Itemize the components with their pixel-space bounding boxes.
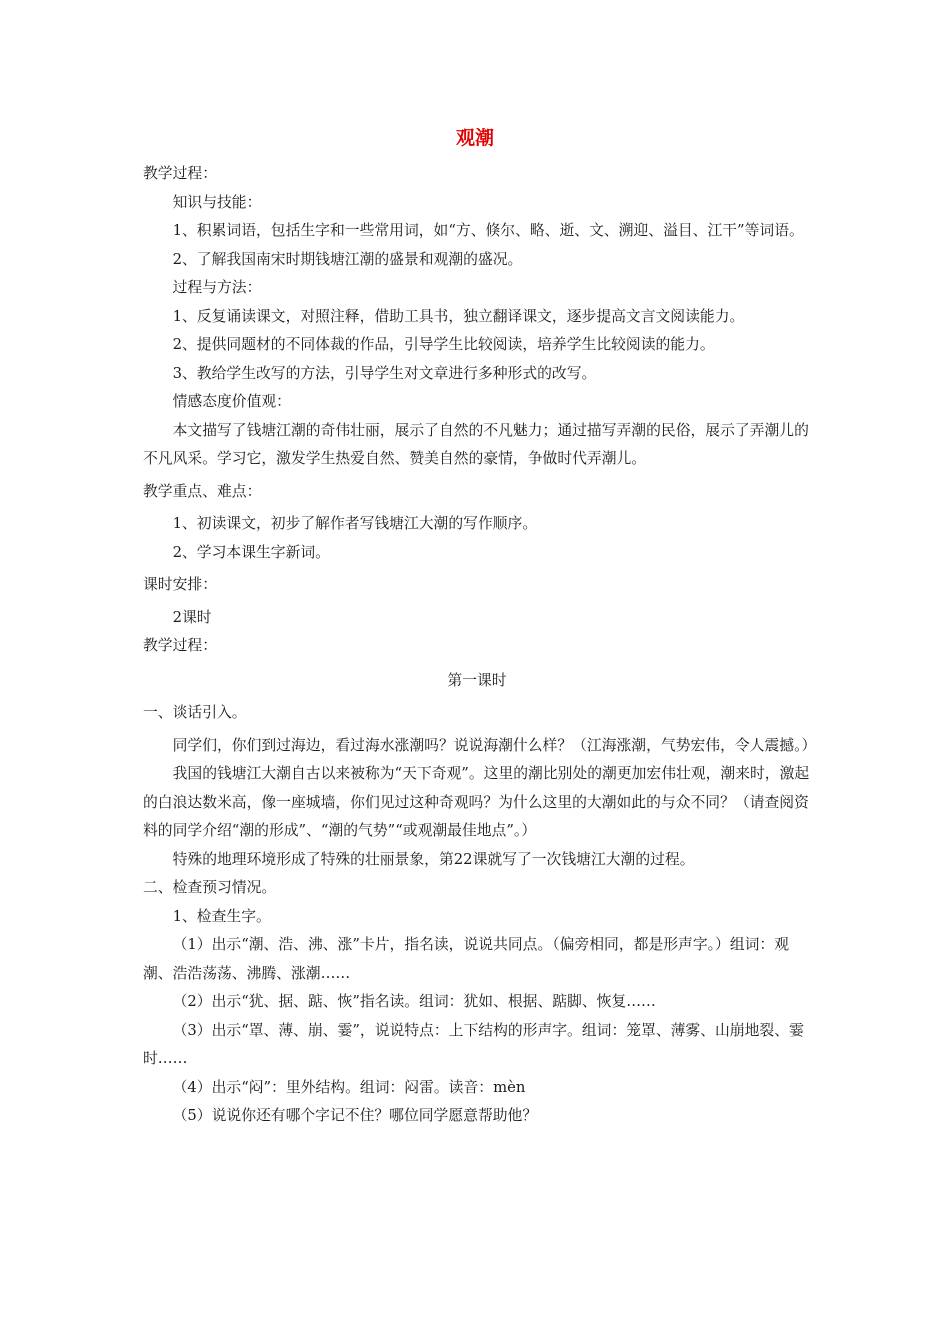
paragraph: 同学们，你们到过海边，看过海水涨潮吗？说说海潮什么样？（江海涨潮，气势宏伟，令人震撼。） bbox=[172, 736, 817, 754]
paragraph: 2、了解我国南宋时期钱塘江潮的盛景和观潮的盛况。 bbox=[172, 250, 523, 268]
paragraph: （4）出示“闷”：里外结构。组词：闷雷。读音：mèn bbox=[172, 1078, 526, 1096]
paragraph: 课时安排： bbox=[143, 576, 217, 593]
paragraph: 第一课时 bbox=[447, 671, 507, 689]
paragraph: 情感态度价值观： bbox=[172, 393, 291, 410]
paragraph: 一、谈话引入。 bbox=[143, 704, 247, 721]
paragraph: 本文描写了钱塘江潮的奇伟壮丽，展示了自然的不凡魅力；通过描写弄潮的民俗，展示了弄潮儿的不凡风采。学习它，激发学生热爱自然、赞美自然的豪情，争做时代弄潮儿。 bbox=[143, 421, 809, 467]
paragraph: 1、反复诵读课文，对照注释，借助工具书，独立翻译课文，逐步提高文言文阅读能力。 bbox=[172, 307, 745, 325]
paragraph: 知识与技能： bbox=[172, 193, 262, 211]
paragraph: （3）出示“罩、薄、崩、霎”，说说特点：上下结构的形声字。组词：笼罩、薄雾、山崩地裂、霎时…… bbox=[143, 1021, 804, 1067]
paragraph: 二、检查预习情况。 bbox=[143, 879, 277, 896]
paragraph: 特殊的地理环境形成了特殊的壮丽景象，第22课就写了一次钱塘江大潮的过程。 bbox=[172, 850, 695, 868]
paragraph: 2课时 bbox=[172, 608, 212, 626]
paragraph: 教学过程： bbox=[143, 637, 217, 654]
paragraph: （1）出示“潮、浩、沸、涨”卡片，指名读，说说共同点。（偏旁相同，都是形声字。）组词：观潮、浩浩荡荡、沸腾、涨潮…… bbox=[143, 936, 790, 982]
document-body bbox=[143, 160, 817, 1131]
paragraph: 3、教给学生改写的方法，引导学生对文章进行多种形式的改写。 bbox=[172, 364, 597, 382]
paragraph: 教学重点、难点： bbox=[143, 482, 262, 500]
paragraph: 教学过程： bbox=[143, 165, 217, 182]
paragraph: （5）说说你还有哪个字记不住？哪位同学愿意帮助他？ bbox=[172, 1107, 538, 1124]
paragraph: 1、初读课文，初步了解作者写钱塘江大潮的写作顺序。 bbox=[172, 515, 538, 532]
paragraph: （2）出示“犹、据、踮、恢”指名读。组词：犹如、根据、踮脚、恢复…… bbox=[172, 993, 656, 1010]
document-title: 观潮 bbox=[455, 127, 494, 149]
paragraph: 2、提供同题材的不同体裁的作品，引导学生比较阅读，培养学生比较阅读的能力。 bbox=[172, 336, 715, 353]
paragraph: 过程与方法： bbox=[172, 279, 262, 296]
paragraph: 我国的钱塘江大潮自古以来被称为“天下奇观”。这里的潮比别处的潮更加宏伟壮观，潮来时，激起的白浪达数米高，像一座城墙，你们见过这种奇观吗？为什么这里的大潮如此的与众不同？（请查阅资料的同学介绍“潮的形成”、“潮的气势”“或观潮最佳地点”。） bbox=[143, 765, 810, 839]
paragraph: 1、积累词语，包括生字和一些常用词，如“方、倏尔、略、逝、文、溯迎、溢目、江干”等词语。 bbox=[172, 222, 804, 239]
paragraph: 2、学习本课生字新词。 bbox=[172, 543, 330, 561]
paragraph: 1、检查生字。 bbox=[172, 907, 271, 925]
